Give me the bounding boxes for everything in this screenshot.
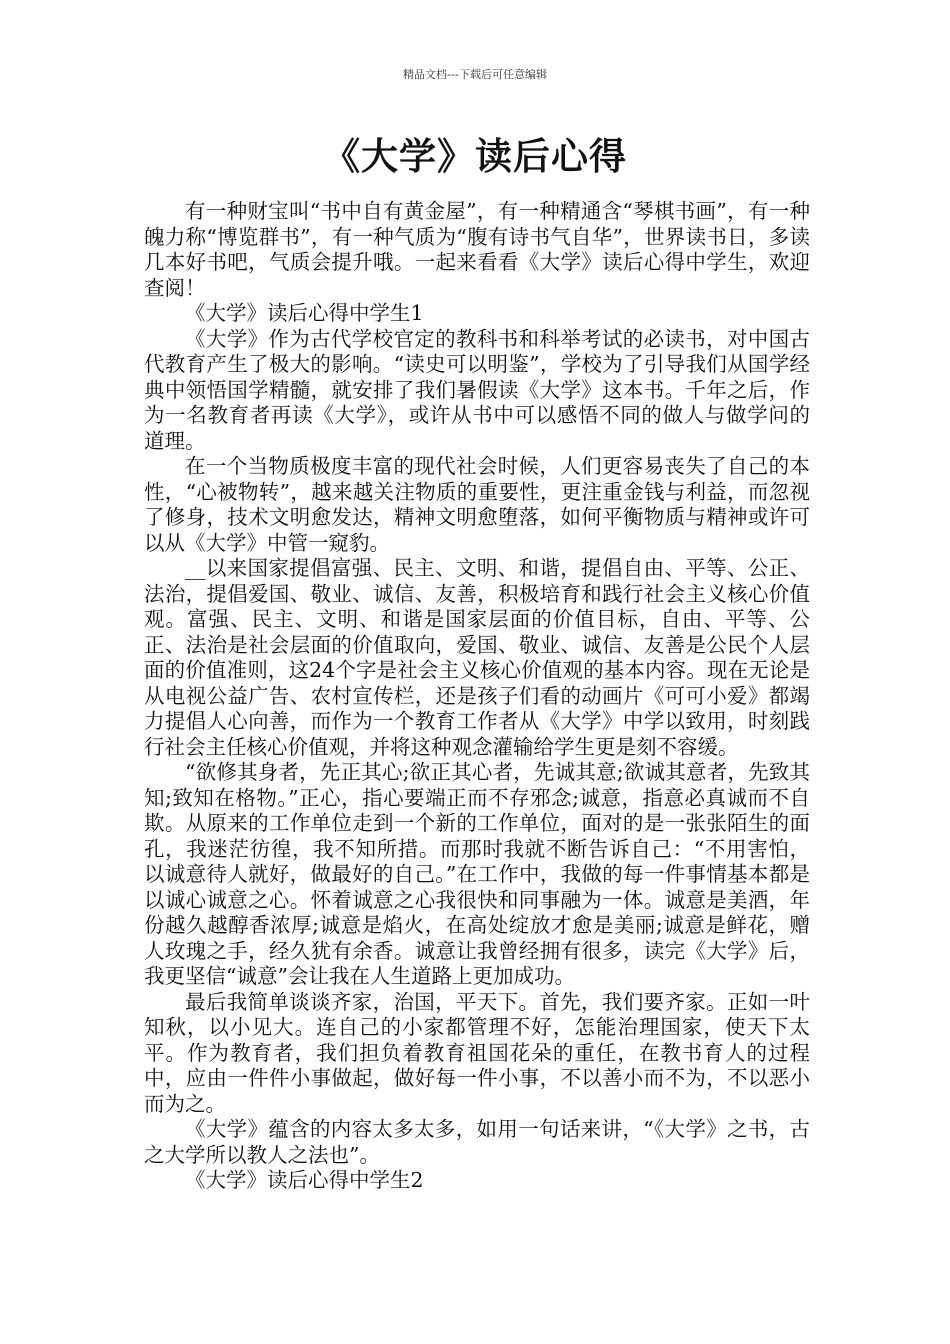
body-paragraph: 最后我简单谈谈齐家，治国，平天下。首先，我们要齐家。正如一叶知秋，以小见大。连自己的小家都管理不好，怎能治理国家，使天下太平。作为教育者，我们担负着教育祖国花朵的重任，在教书育人的过程中，应由一件件小事做起，做好每一件小事，不以善小而不为，不以恶小而为之。 xyxy=(144,989,810,1116)
body-paragraph: 《大学》蕴含的内容太多太多，如用一句话来讲，“《大学》之书，古之大学所以教人之法也”。 xyxy=(144,1117,810,1167)
body-paragraph: 在一个当物质极度丰富的现代社会时候，人们更容易丧失了自己的本性，“心被物转”，越来越关注物质的重要性，更注重金钱与利益，而忽视了修身，技术文明愈发达，精神文明愈堕落，如何平衡物质与精神或许可以从《大学》中管一窥豹。 xyxy=(144,454,810,555)
section-heading-1: 《大学》读后心得中学生1 xyxy=(185,301,424,325)
document-title: 《大学》读后心得 xyxy=(323,135,627,178)
body-paragraph: 《大学》作为古代学校官定的教科书和科举考试的必读书，对中国古代教育产生了极大的影响。“读史可以明鉴”，学校为了引导我们从国学经典中领悟国学精髓，就安排了我们暑假读《大学》这本书。千年之后，作为一名教育者再读《大学》，或许从书中可以感悟不同的做人与做学问的道理。 xyxy=(144,326,810,453)
intro-paragraph: 有一种财宝叫“书中自有黄金屋”，有一种精通含“琴棋书画”，有一种魄力称“博览群书”，有一种气质为“腹有诗书气自华”，世界读书日，多读几本好书吧，气质会提升哦。一起来看看《大学》读后心得中学生，欢迎查阅！ xyxy=(144,199,810,300)
document-body xyxy=(144,199,810,1194)
body-paragraph: “欲修其身者，先正其心;欲正其心者，先诚其意;欲诚其意者，先致其知;致知在格物。”正心，指心要端正而不存邪念;诚意，指意必真诚而不自欺。从原来的工作单位走到一个新的工作单位，面对的是一张张陌生的面孔，我迷茫彷徨，我不知所措。而那时我就不断告诉自己：“不用害怕，以诚意待人就好，做最好的自己。”在工作中，我做的每一件事情基本都是以诚心诚意之心。怀着诚意之心我很快和同事融为一体。诚意是美酒，年份越久越醇香浓厚;诚意是焰火，在高处绽放才愈是美丽;诚意是鲜花，赠人玫瑰之手，经久犹有余香。诚意让我曾经拥有很多，读完《大学》后，我更坚信“诚意”会让我在人生道路上更加成功。 xyxy=(144,760,810,988)
body-paragraph: __以来国家提倡富强、民主、文明、和谐，提倡自由、平等、公正、法治，提倡爱国、敬业、诚信、友善，积极培育和践行社会主义核心价值观。富强、民主、文明、和谐是国家层面的价值目标，自由、平等、公正、法治是社会层面的价值取向，爱国、敬业、诚信、友善是公民个人层面的价值准则，这24个字是社会主义核心价值观的基本内容。现在无论是从电视公益广告、农村宣传栏，还是孩子们看的动画片《可可小爱》都竭力提倡人心向善，而作为一个教育工作者从《大学》中学以致用，时刻践行社会主任核心价值观，并将这种观念灌输给学生更是刻不容缓。 xyxy=(144,556,810,759)
section-heading-2: 《大学》读后心得中学生2 xyxy=(185,1168,424,1192)
header-note: 精品文档---下载后可任意编辑 xyxy=(403,68,547,81)
